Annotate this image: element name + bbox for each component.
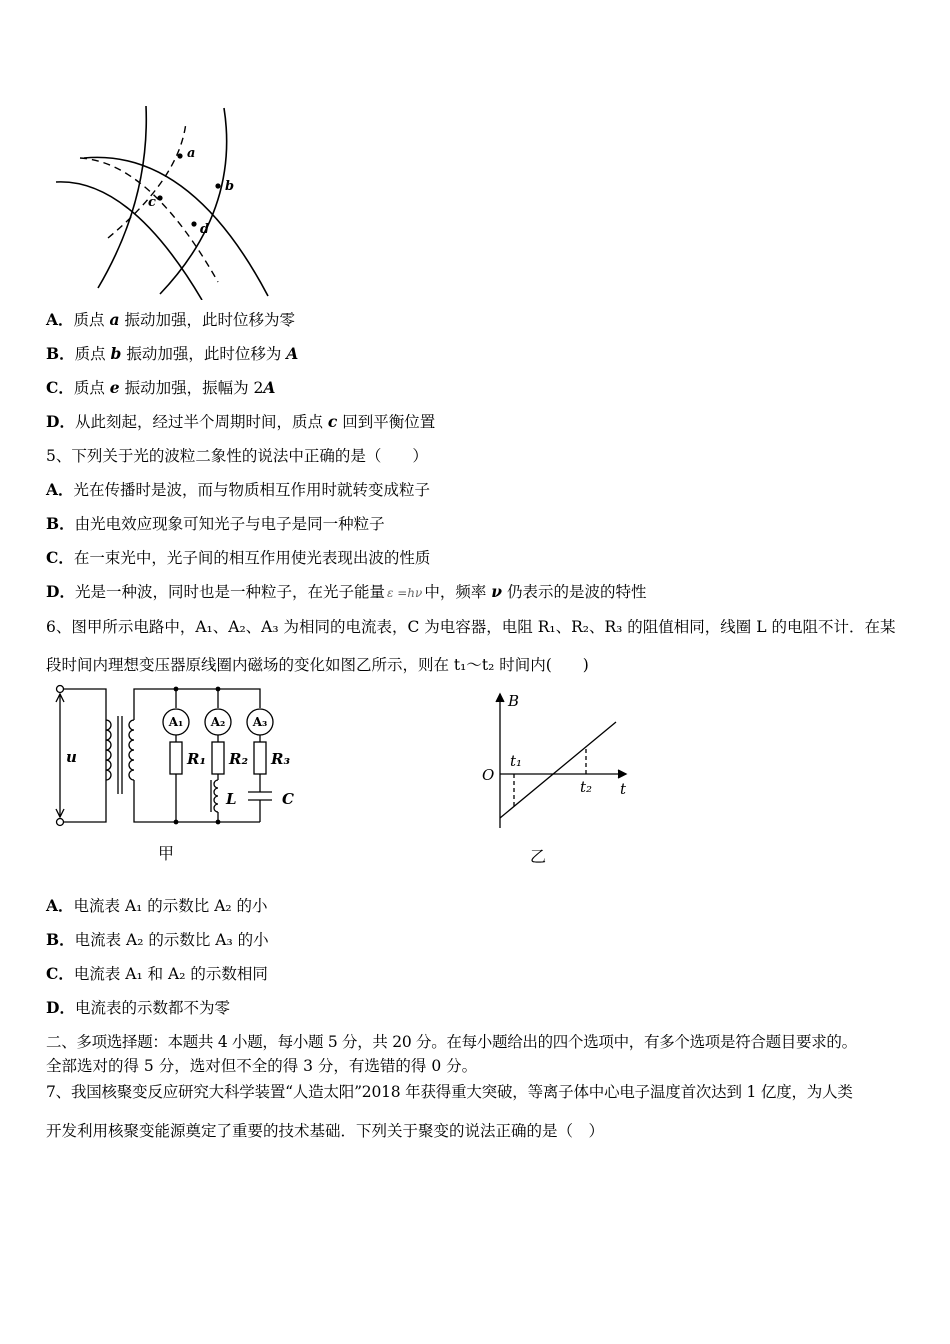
resistor-r2 xyxy=(212,742,224,774)
wave-crest-solid-4 xyxy=(160,108,227,294)
q4-option-d[interactable]: D．从此刻起，经过半个周期时间，质点 c 回到平衡位置 xyxy=(46,412,436,431)
q6-option-b[interactable]: B．电流表 A₂ 的示数比 A₃ 的小 xyxy=(46,930,269,949)
q6-option-c[interactable]: C．电流表 A₁ 和 A₂ 的示数相同 xyxy=(46,964,268,983)
resistor-r1 xyxy=(170,742,182,774)
resistor-r1-label: R₁ xyxy=(187,750,207,768)
section2-header-line1: 二、多项选择题：本题共 4 小题，每小题 5 分，共 20 分。在每小题给出的四个选项中，有多个选项是符合题目要求的。 xyxy=(46,1033,857,1051)
photon-energy-formula: ε =hν xyxy=(386,586,423,600)
q6-stem-line2: 段时间内理想变压器原线圈内磁场的变化如图乙所示，则在 t₁～t₂ 时间内( ) xyxy=(46,656,589,674)
point-c xyxy=(157,195,162,200)
capacitor-c xyxy=(248,792,272,800)
inductor-label: L xyxy=(226,790,237,808)
q5-option-a[interactable]: A．光在传播时是波，而与物质相互作用时就转变成粒子 xyxy=(46,480,431,499)
q7-stem-line1: 7、我国核聚变反应研究大科学装置“人造太阳”2018 年获得重大突破，等离子体中心电子温度首次达到 1 亿度，为人类 xyxy=(46,1083,853,1101)
ammeter-a1-label: A₁ xyxy=(168,715,184,729)
point-d xyxy=(191,221,196,226)
q5-stem: 5、下列关于光的波粒二象性的说法中正确的是（ ） xyxy=(46,447,428,465)
circuit-diagram xyxy=(46,682,336,870)
q5-option-b[interactable]: B．由光电效应现象可知光子与电子是同一种粒子 xyxy=(46,514,385,533)
ammeter-a3-label: A₃ xyxy=(252,715,268,729)
wave-crest-solid-3 xyxy=(98,106,146,288)
t-axis-label: t xyxy=(620,780,627,798)
q6-option-a[interactable]: A．电流表 A₁ 的示数比 A₂ 的小 xyxy=(46,896,268,915)
label-c: c xyxy=(148,195,156,210)
circuit-caption: 甲 xyxy=(158,844,175,863)
q4-option-c[interactable]: C．质点 e 振动加强，振幅为 2A xyxy=(46,378,276,397)
q7-stem-line2: 开发利用核聚变能源奠定了重要的技术基础．下列关于聚变的说法正确的是（ ） xyxy=(46,1122,605,1140)
t2-label: t₂ xyxy=(580,778,593,796)
q6-stem-line1: 6、图甲所示电路中，A₁、A₂、A₃ 为相同的电流表，C 为电容器，电阻 R₁、R₂、R₃ 的阻值相同，线圈 L 的电阻不计．在某 xyxy=(46,618,896,636)
b-t-graph xyxy=(476,686,646,866)
wave-crest-solid-1 xyxy=(56,182,202,300)
label-b: b xyxy=(225,179,235,194)
wave-trough-dashed-1 xyxy=(80,158,218,282)
capacitor-label: C xyxy=(282,790,294,808)
point-b xyxy=(215,183,220,188)
wave-interference-figure xyxy=(50,100,280,300)
secondary-coil xyxy=(129,720,134,780)
q5-option-d[interactable]: D．光是一种波，同时也是一种粒子，在光子能量 ε =hν 中，频率 ν 仍表示的是波的特性 xyxy=(46,582,647,601)
q4-option-a[interactable]: A．质点 a 振动加强，此时位移为零 xyxy=(46,310,295,329)
ammeter-a2-label: A₂ xyxy=(210,715,226,729)
inductor-l xyxy=(214,780,218,812)
resistor-r3 xyxy=(254,742,266,774)
graph-caption: 乙 xyxy=(530,847,547,866)
b-axis-label: B xyxy=(508,692,520,710)
primary-coil xyxy=(106,720,111,780)
label-a: a xyxy=(187,146,196,161)
point-a xyxy=(177,153,182,158)
q6-option-d[interactable]: D．电流表的示数都不为零 xyxy=(46,998,230,1017)
wave-trough-dashed-2 xyxy=(108,122,186,238)
q5-option-c[interactable]: C．在一束光中，光子间的相互作用使光表现出波的性质 xyxy=(46,548,431,567)
input-terminal-bottom xyxy=(57,819,64,826)
resistor-r2-label: R₂ xyxy=(229,750,249,768)
q4-option-b[interactable]: B．质点 b 振动加强，此时位移为 A xyxy=(46,344,299,363)
section2-header-line2: 全部选对的得 5 分，选对但不全的得 3 分，有选错的得 0 分。 xyxy=(46,1057,478,1075)
t1-label: t₁ xyxy=(510,752,523,770)
input-terminal-top xyxy=(57,686,64,693)
origin-label: O xyxy=(482,766,495,784)
b-t-line xyxy=(500,722,616,818)
label-d: d xyxy=(200,222,210,237)
resistor-r3-label: R₃ xyxy=(271,750,291,768)
u-label: u xyxy=(66,748,77,766)
